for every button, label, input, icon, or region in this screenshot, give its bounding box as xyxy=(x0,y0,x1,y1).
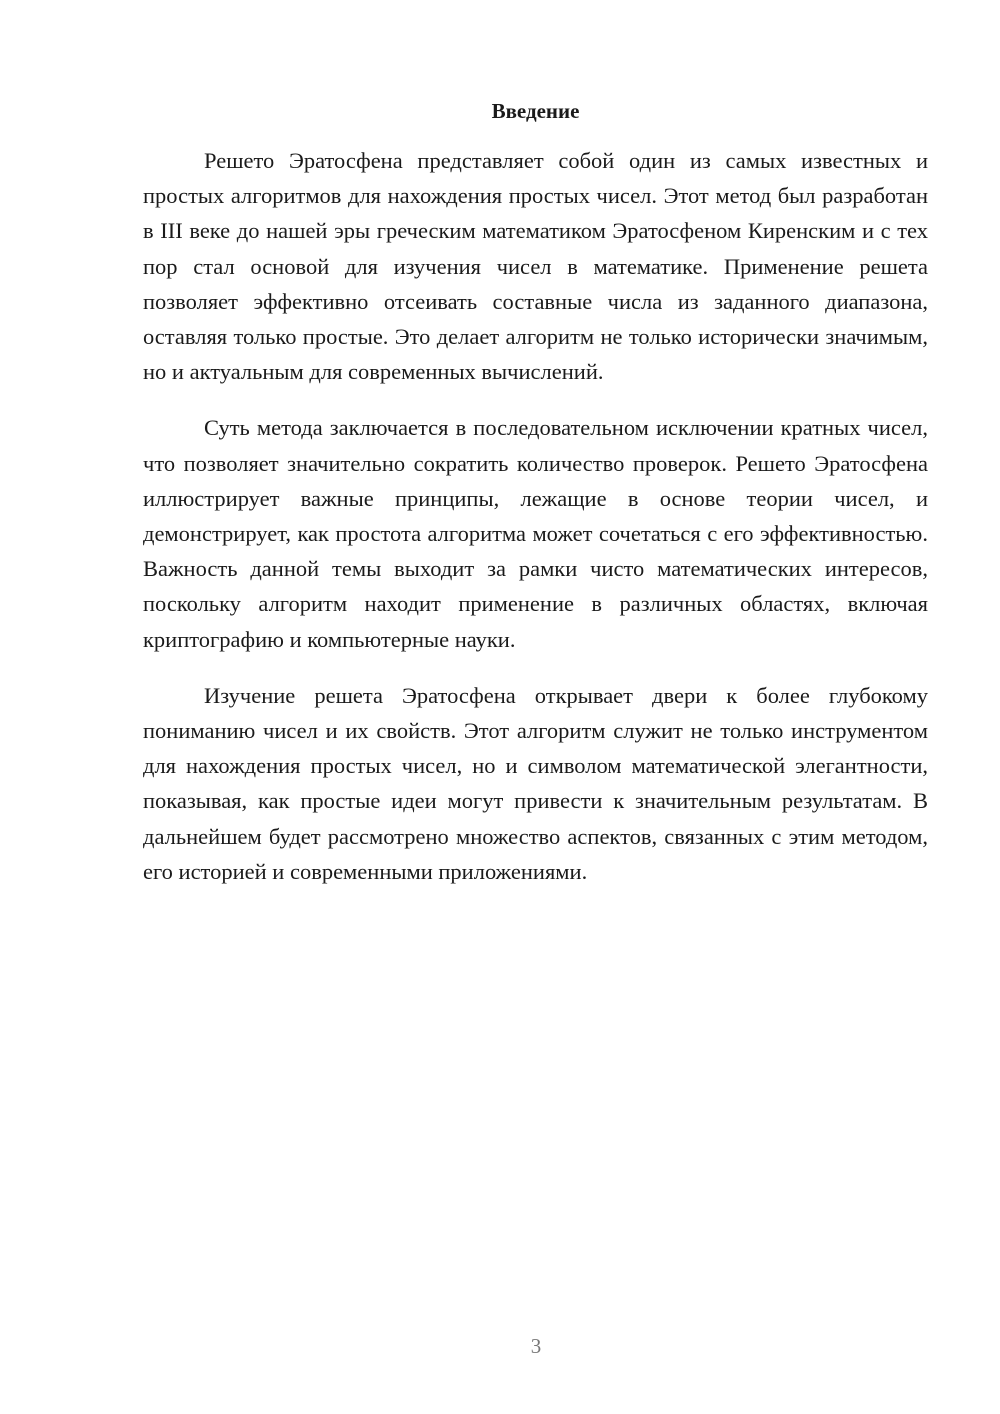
paragraph-1: Решето Эратосфена представляет собой один из самых известных и простых алгоритмов для нахождения простых чисел. Этот метод был разработан в III веке до нашей эры греческим математиком Эратосфеном Киренским и с тех пор стал основой для изучения чисел в математике. Применение решета позволяет эффективно отсеивать составные числа из заданного диапазона, оставляя только простые. Это делает алгоритм не только исторически значимым, но и актуальным для современных вычислений. xyxy=(143,148,928,385)
paragraph-3: Изучение решета Эратосфена открывает двери к более глубокому пониманию чисел и их свойств. Этот алгоритм служит не только инструментом для нахождения простых чисел, но и символом математической элегантности, показывая, как простые идеи могут привести к значительным результатам. В дальнейшем будет рассмотрено множество аспектов, связанных с этим методом, его историей и современными приложениями. xyxy=(143,682,928,884)
section-title: Введение xyxy=(491,99,580,123)
paragraph-2: Суть метода заключается в последовательном исключении кратных чисел, что позволяет значительно сократить количество проверок. Решето Эратосфена иллюстрирует важные принципы, лежащие в основе теории чисел, и демонстрирует, как простота алгоритма может сочетаться с его эффективностью. Важность данной темы выходит за рамки чисто математических интересов, поскольку алгоритм находит применение в различных областях, включая криптографию и компьютерные науки. xyxy=(143,415,928,652)
page-number: 3 xyxy=(530,1334,542,1358)
page-content xyxy=(143,96,928,889)
